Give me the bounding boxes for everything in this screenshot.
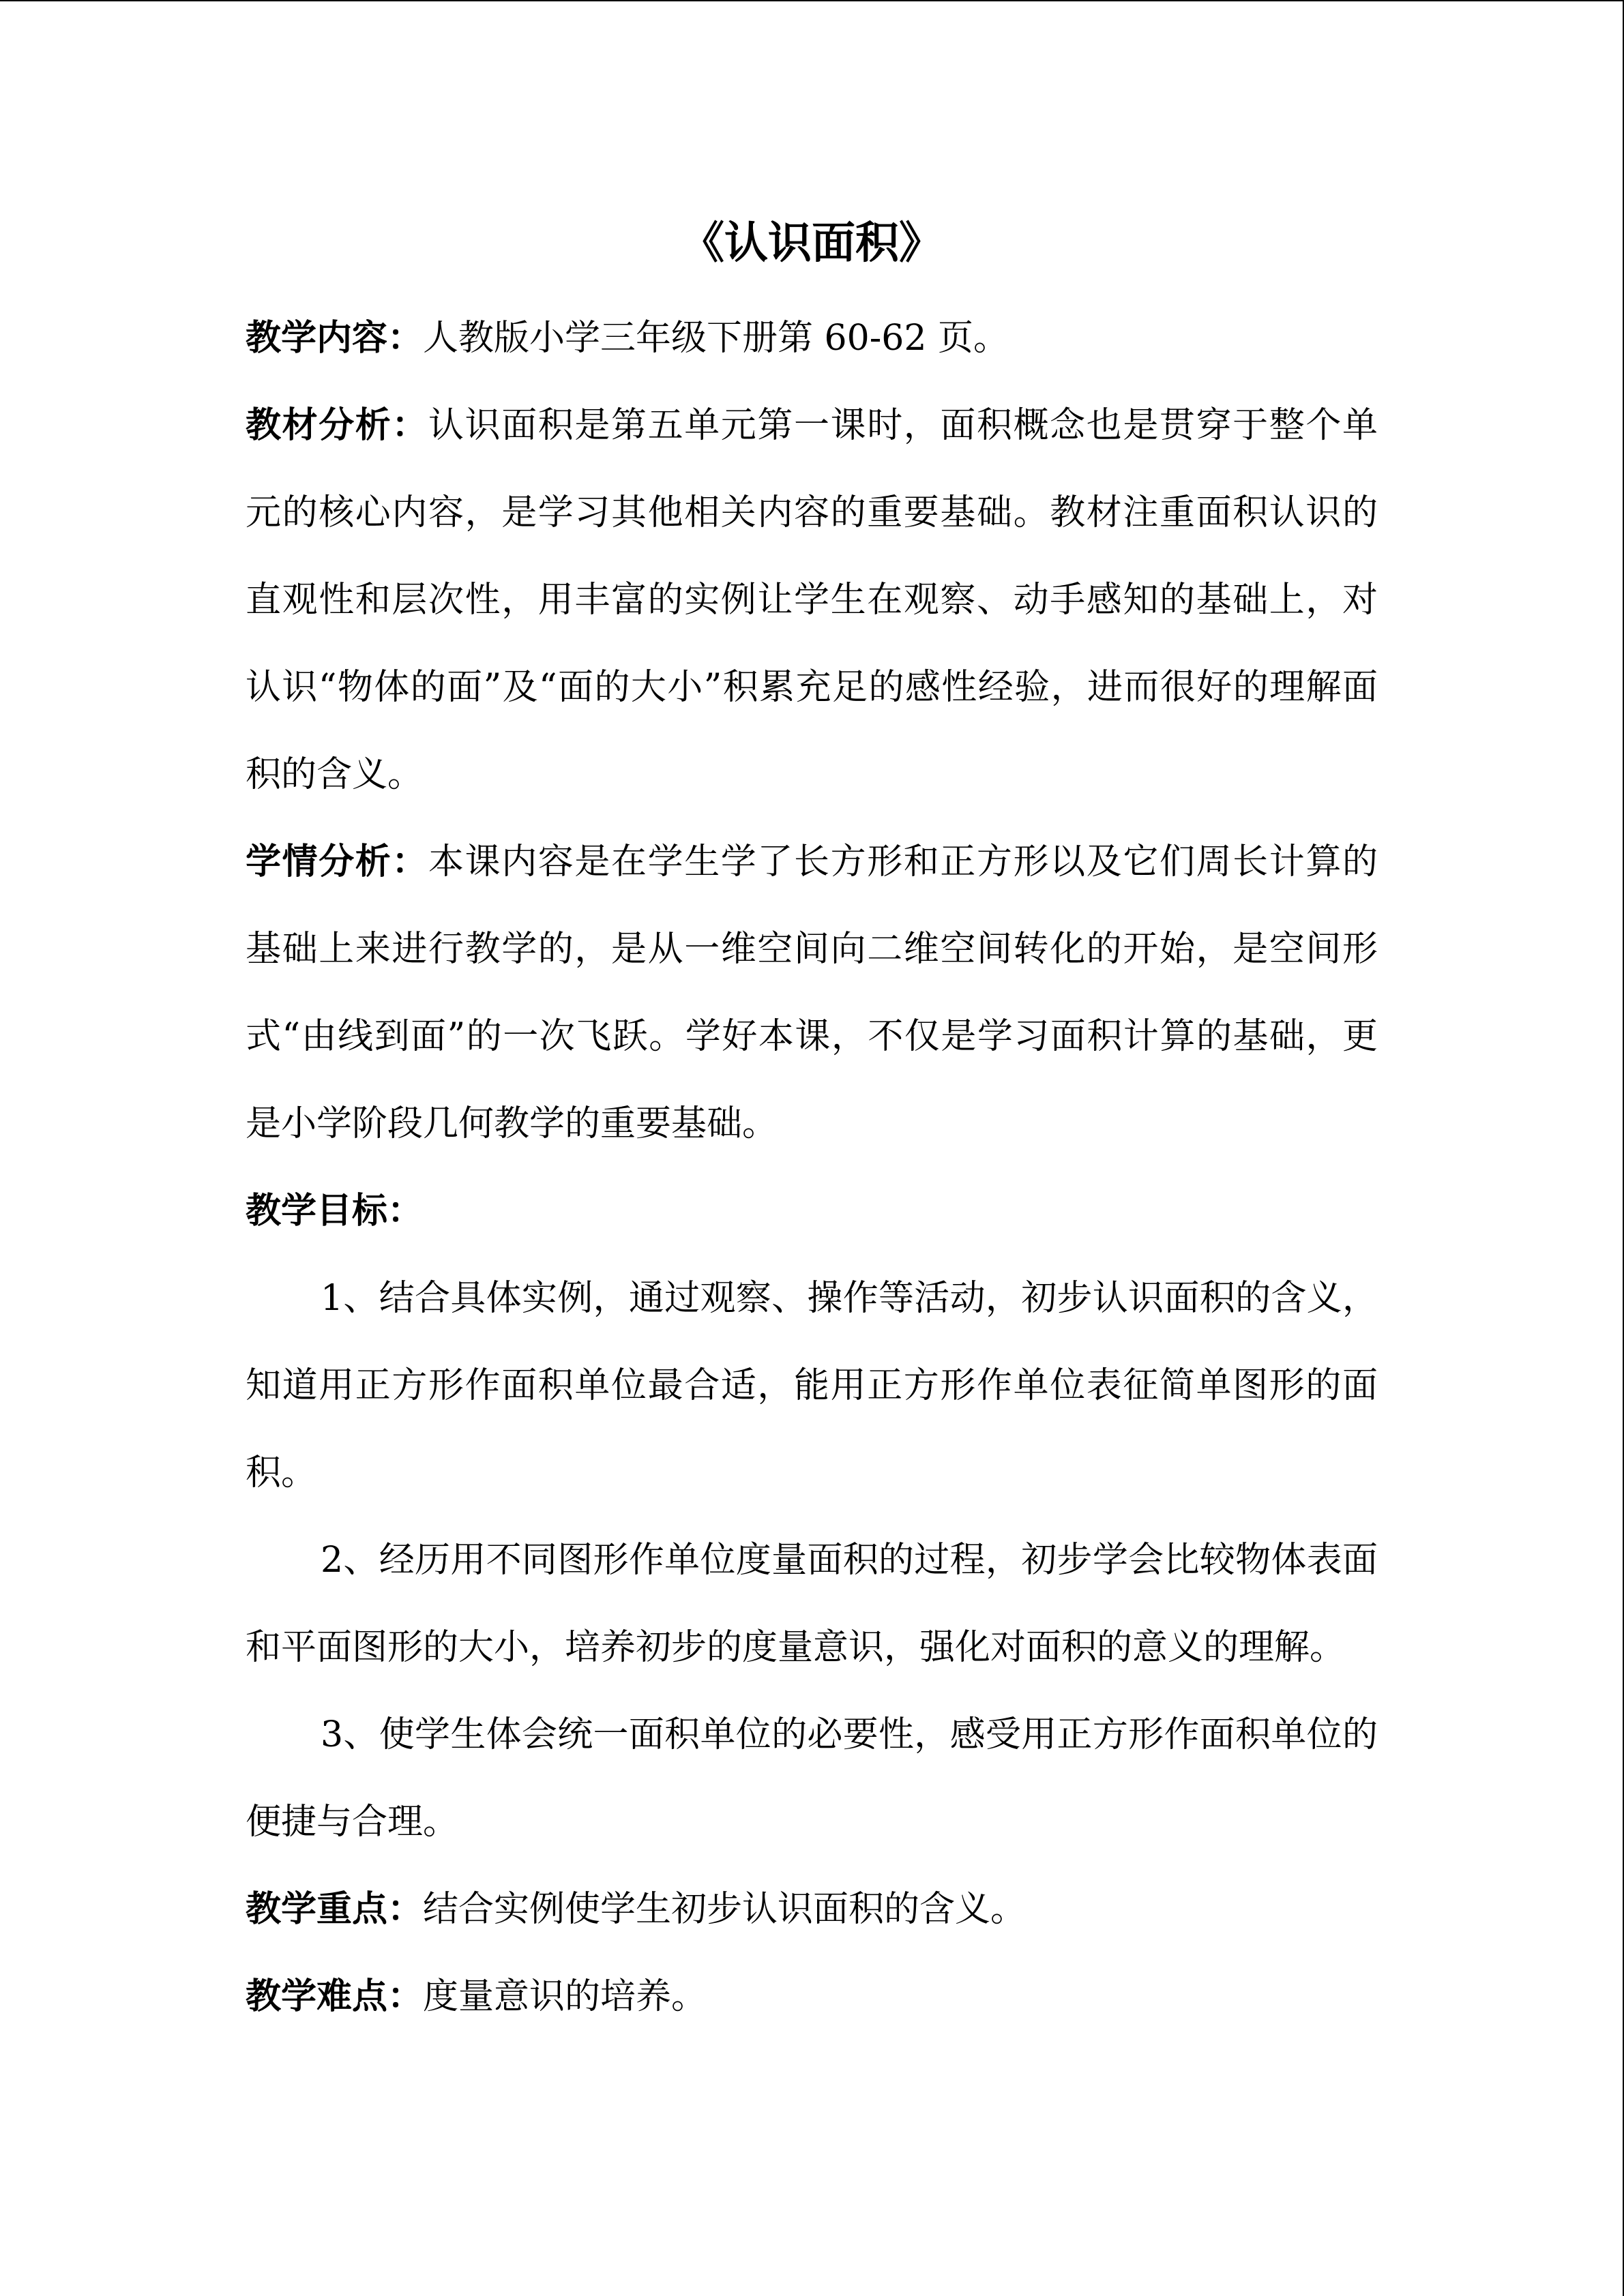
section-text: 认识面积是第五单元第一课时，面积概念也是贯穿于整个单元的核心内容，是学习其他相关内容的重要基础。教材注重面积认识的直观性和层次性，用丰富的实例让学生在观察、动手感知的基础上，对认识“物体的面”及“面的大小”积累充足的感性经验，进而很好的理解面积的含义。 xyxy=(246,405,1378,795)
section-teaching-goals xyxy=(246,1167,1378,1255)
section-teaching-content xyxy=(246,295,1378,382)
section-label: 教学难点： xyxy=(246,1976,424,2017)
section-label: 教学重点： xyxy=(246,1888,424,1930)
section-label: 学情分析： xyxy=(246,841,428,882)
section-label: 教材分析： xyxy=(246,404,428,446)
section-text: 结合实例使学生初步认识面积的含义。 xyxy=(423,1889,1027,1930)
section-difficulty xyxy=(246,1953,1378,2040)
section-text: 本课内容是在学生学了长方形和正方形以及它们周长计算的基础上来进行教学的，是从一维空间向二维空间转化的开始，是空间形式“由线到面”的一次飞跃。学好本课，不仅是学习面积计算的基础，更是小学阶段几何教学的重要基础。 xyxy=(246,841,1378,1144)
section-key-point xyxy=(246,1866,1378,1953)
goal-item-3: 3、使学生体会统一面积单位的必要性，感受用正方形作面积单位的便捷与合理。 xyxy=(246,1714,1378,1843)
section-label: 教学内容： xyxy=(246,317,424,359)
section-student-analysis xyxy=(246,818,1378,1167)
goal-item-2: 2、经历用不同图形作单位度量面积的过程，初步学会比较物体表面和平面图形的大小，培养初步的度量意识，强化对面积的意义的理解。 xyxy=(246,1540,1378,1668)
document-content xyxy=(246,206,1378,2040)
section-text: 度量意识的培养。 xyxy=(423,1976,707,2017)
page-title: 《认识面积》 xyxy=(681,218,943,269)
section-label: 教学目标： xyxy=(246,1190,424,1232)
section-text: 人教版小学三年级下册第 60-62 页。 xyxy=(423,318,1009,359)
goal-item-1: 1、结合具体实例，通过观察、操作等活动，初步认识面积的含义，知道用正方形作面积单位最合适，能用正方形作单位表征简单图形的面积。 xyxy=(246,1278,1378,1493)
section-textbook-analysis xyxy=(246,382,1378,818)
